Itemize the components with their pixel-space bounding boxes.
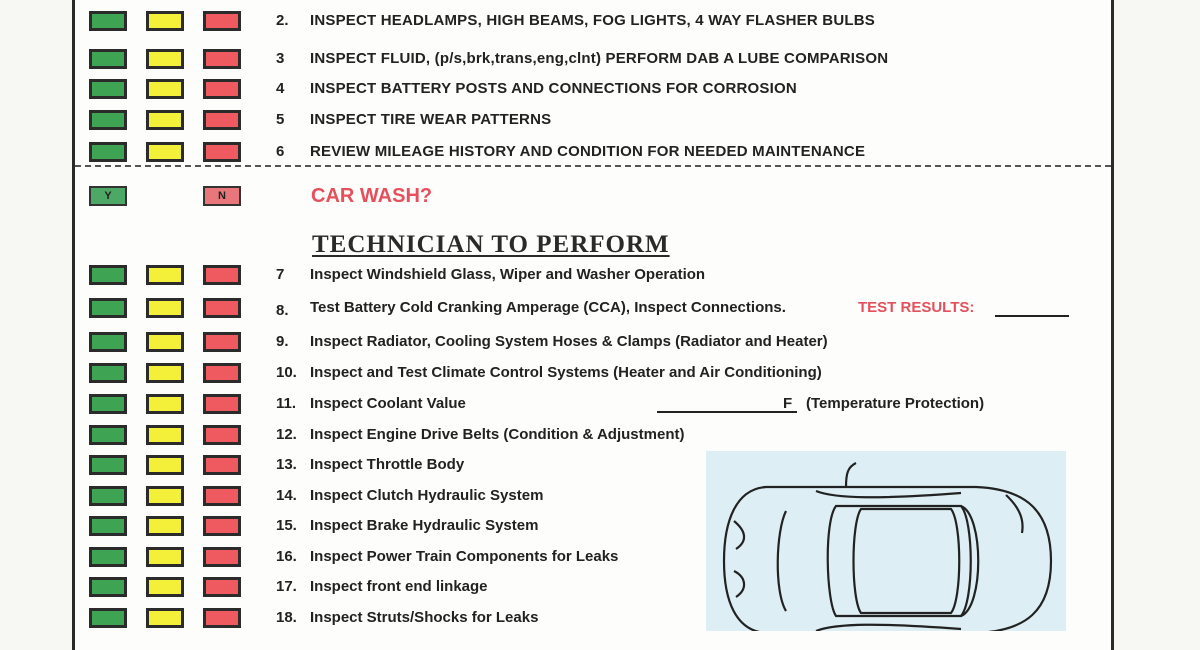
red-rating-box[interactable]: [203, 265, 241, 285]
yellow-rating-box[interactable]: [146, 110, 184, 130]
item-number: 6: [276, 143, 285, 160]
green-rating-box[interactable]: [89, 332, 127, 352]
inspection-item-text: Inspect Windshield Glass, Wiper and Washer Operation: [310, 266, 706, 283]
inspection-item-text: Inspect Clutch Hydraulic System: [310, 487, 544, 504]
item-number: 11.: [276, 395, 297, 412]
item-number: 5: [276, 111, 285, 128]
red-rating-box[interactable]: [203, 363, 241, 383]
green-rating-box[interactable]: [89, 49, 127, 69]
green-rating-box[interactable]: [89, 455, 127, 475]
yellow-rating-box[interactable]: [146, 486, 184, 506]
item-number: 15.: [276, 517, 297, 534]
red-rating-box[interactable]: [203, 142, 241, 162]
green-rating-box[interactable]: [89, 608, 127, 628]
inspection-item-text: INSPECT FLUID, (p/s,brk,trans,eng,clnt) PERFORM DAB A LUBE COMPARISON: [310, 50, 889, 67]
inspection-item-text: Inspect Coolant Value: [310, 395, 466, 412]
red-rating-box[interactable]: [203, 11, 241, 31]
inspection-item-text: Inspect Radiator, Cooling System Hoses & Clamps (Radiator and Heater): [310, 333, 828, 350]
car-top-view-icon: [706, 451, 1066, 631]
red-rating-box[interactable]: [203, 110, 241, 130]
yellow-rating-box[interactable]: [146, 363, 184, 383]
item-number: 3: [276, 50, 285, 67]
inspection-item-text: Test Battery Cold Cranking Amperage (CCA), Inspect Connections.: [310, 299, 786, 316]
inspection-item-text: Inspect Throttle Body: [310, 456, 465, 473]
coolant-unit: F: [783, 395, 793, 412]
coolant-value-blank[interactable]: [657, 411, 797, 413]
red-rating-box[interactable]: [203, 394, 241, 414]
green-rating-box[interactable]: [89, 79, 127, 99]
yellow-rating-box[interactable]: [146, 298, 184, 318]
green-rating-box[interactable]: [89, 298, 127, 318]
green-rating-box[interactable]: [89, 516, 127, 536]
red-rating-box[interactable]: [203, 608, 241, 628]
inspection-item-text: REVIEW MILEAGE HISTORY AND CONDITION FOR NEEDED MAINTENANCE: [310, 143, 866, 160]
red-rating-box[interactable]: [203, 332, 241, 352]
yellow-rating-box[interactable]: [146, 425, 184, 445]
car-wash-yes-box[interactable]: Y: [89, 186, 127, 206]
yellow-rating-box[interactable]: [146, 394, 184, 414]
inspection-item-text: INSPECT HEADLAMPS, HIGH BEAMS, FOG LIGHTS, 4 WAY FLASHER BULBS: [310, 12, 875, 29]
yellow-rating-box[interactable]: [146, 142, 184, 162]
green-rating-box[interactable]: [89, 547, 127, 567]
yellow-rating-box[interactable]: [146, 265, 184, 285]
car-diagram: [706, 451, 1066, 631]
yellow-rating-box[interactable]: [146, 79, 184, 99]
yellow-rating-box[interactable]: [146, 608, 184, 628]
test-results-label: TEST RESULTS:: [858, 299, 975, 316]
item-number: 18.: [276, 609, 297, 626]
green-rating-box[interactable]: [89, 363, 127, 383]
item-number: 7: [276, 266, 285, 283]
inspection-item-text: INSPECT BATTERY POSTS AND CONNECTIONS FOR CORROSION: [310, 80, 797, 97]
green-rating-box[interactable]: [89, 110, 127, 130]
red-rating-box[interactable]: [203, 516, 241, 536]
car-wash-question: CAR WASH?: [311, 185, 433, 207]
inspection-item-text: INSPECT TIRE WEAR PATTERNS: [310, 111, 552, 128]
green-rating-box[interactable]: [89, 11, 127, 31]
red-rating-box[interactable]: [203, 486, 241, 506]
inspection-item-text: Inspect Struts/Shocks for Leaks: [310, 609, 539, 626]
yellow-rating-box[interactable]: [146, 11, 184, 31]
item-number: 2.: [276, 12, 289, 29]
yellow-rating-box[interactable]: [146, 547, 184, 567]
coolant-suffix: (Temperature Protection): [806, 395, 985, 412]
red-rating-box[interactable]: [203, 79, 241, 99]
green-rating-box[interactable]: [89, 577, 127, 597]
inspection-item-text: Inspect front end linkage: [310, 578, 488, 595]
yellow-rating-box[interactable]: [146, 49, 184, 69]
item-number: 10.: [276, 364, 297, 381]
green-rating-box[interactable]: [89, 265, 127, 285]
item-number: 17.: [276, 578, 297, 595]
item-number: 8.: [276, 302, 289, 319]
item-number: 14.: [276, 487, 297, 504]
dashed-separator: [75, 165, 1111, 167]
item-number: 16.: [276, 548, 297, 565]
inspection-item-text: Inspect Engine Drive Belts (Condition & Adjustment): [310, 426, 685, 443]
red-rating-box[interactable]: [203, 455, 241, 475]
red-rating-box[interactable]: [203, 547, 241, 567]
green-rating-box[interactable]: [89, 394, 127, 414]
section-title-technician: TECHNICIAN TO PERFORM: [312, 231, 670, 258]
test-results-blank[interactable]: [995, 315, 1069, 317]
red-rating-box[interactable]: [203, 49, 241, 69]
yellow-rating-box[interactable]: [146, 516, 184, 536]
inspection-item-text: Inspect Brake Hydraulic System: [310, 517, 539, 534]
yellow-rating-box[interactable]: [146, 577, 184, 597]
red-rating-box[interactable]: [203, 577, 241, 597]
item-number: 12.: [276, 426, 297, 443]
item-number: 13.: [276, 456, 297, 473]
inspection-item-text: Inspect Power Train Components for Leaks: [310, 548, 619, 565]
yellow-rating-box[interactable]: [146, 455, 184, 475]
car-wash-no-box[interactable]: N: [203, 186, 241, 206]
item-number: 9.: [276, 333, 289, 350]
yellow-rating-box[interactable]: [146, 332, 184, 352]
green-rating-box[interactable]: [89, 142, 127, 162]
red-rating-box[interactable]: [203, 298, 241, 318]
green-rating-box[interactable]: [89, 425, 127, 445]
inspection-item-text: Inspect and Test Climate Control Systems (Heater and Air Conditioning): [310, 364, 822, 381]
item-number: 4: [276, 80, 285, 97]
green-rating-box[interactable]: [89, 486, 127, 506]
red-rating-box[interactable]: [203, 425, 241, 445]
